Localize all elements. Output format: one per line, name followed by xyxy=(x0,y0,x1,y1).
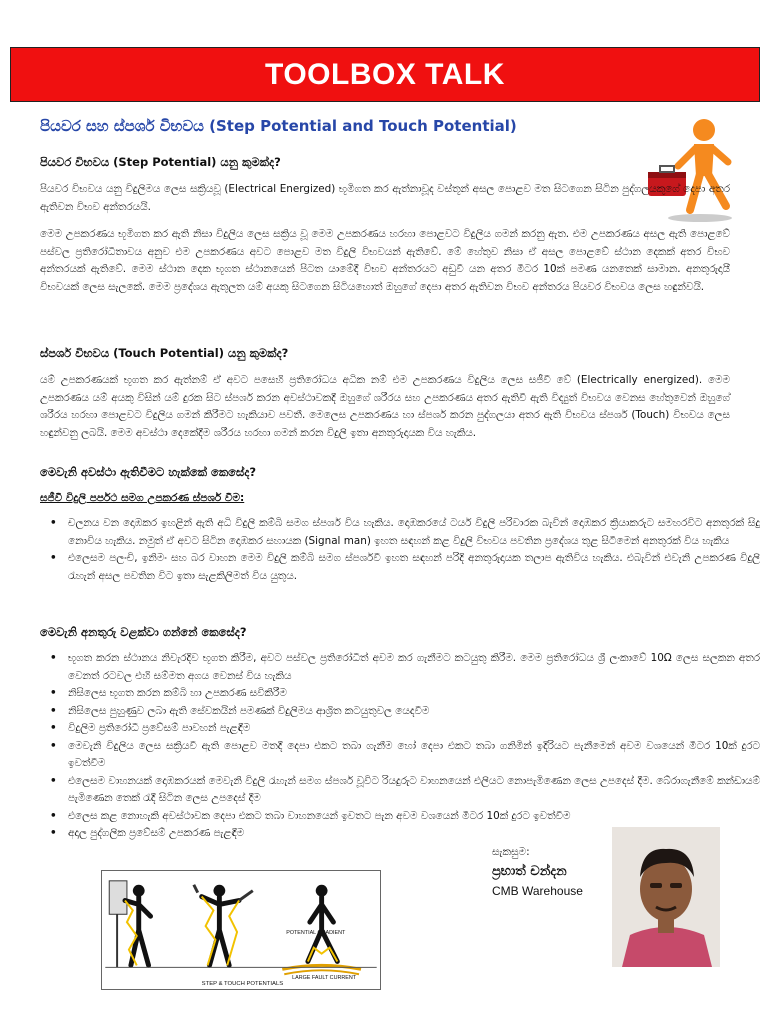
diagram-gradient-label: POTENTIAL GRADIENT xyxy=(286,929,346,936)
causes-list xyxy=(40,515,760,585)
list-item: • භූගත කරන ස්ථානය නිවැරදිව භූගත කිරීම, අවට පස්වල ප්‍රතිරෝධීත් අවම කර ගැනීමට කටයුතු කිරීම. මෙම ප්‍රතිරෝධය ශ්‍රී ලංකාවේ 10Ω ලෙස සලකන අතර වෙනත් රටවල එහි සම්මත අගය වෙනස් විය හැකිය xyxy=(68,650,760,685)
list-item: • මෙවැනි විදුලිය ලෙස සක්‍රියවී ඇති පොළව මතදී දෙපා එකට තබා ගැනීම හෝ දෙපා එකට තබා ගනිමින් ඉදිරියට පැනීමෙන් අවම වශයෙන් මීටර 10ක් දුරට ඉවත්වීම xyxy=(68,738,760,773)
prepared-by-label: සැකසුම: xyxy=(492,846,530,858)
list-item: • චලනය වන දොඹකර ඉහළින් ඇති අධි විදුලි කම්බි සමග ස්පර්ශ විය හැකිය. දොඹකරයේ ටයර් විදුලි පරිවාරක බැවින් දොඹකර ක්‍රියාකරුට සමහරවිට අනතුරක් සිදු නොවිය හැකිය. නමුත් ඒ අවට සිටින දොඹකර සහායක (Signal man) ඉහත සඳහන් කළ විදුලි විභවය පවතින ප්‍රදේශය තුළ සිටීමෙන් අනතුරක් විය හැකිය xyxy=(68,515,760,550)
author-photo xyxy=(612,827,720,967)
author-organization: CMB Warehouse xyxy=(492,884,583,898)
question-prevention: මෙවැනි අනතුරු වළක්වා ගන්නේ කෙසේද? xyxy=(40,625,247,639)
main-title: පියවර සහ ස්පර්ශ විභවය (Step Potential and Touch Potential) xyxy=(40,117,517,135)
subheading-contact-live-circuits: සජීවී විදුලි පර්පථ සමග උපකරණ ස්පර්ශ වීම: xyxy=(40,492,245,504)
list-item: • නිසිලෙස භූගත කරන කම්බි හා උපකරණ සවිකිරීම xyxy=(68,685,760,703)
list-item: • එලෙසම පලංචි, ඉනිමං සහ බර වාහන මෙම විදුලි කම්බි සමග ස්පර්ශවී ඉහත සඳහන් පරිදි අනතුරුදායක තලාප ඇතිවිය හැකිය. එබැවින් එවැනි උපකරණ විදුලි රැහැන් අසල පවතින විට ඉතා සැළකිලිමත් විය යුතුය. xyxy=(68,550,760,585)
list-item: • එලෙස කළ නොහැකි අවස්ථාවක දෙපා එකට තබා වාහනයෙන් ඉවතට පැන අවම වශයෙන් මීටර 10ක් දුරට ඉවත්වීම xyxy=(68,808,760,826)
banner-title: TOOLBOX TALK xyxy=(265,57,505,91)
question-touch-potential: ස්පර්ශ විභවය (Touch Potential) යනු කුමක්ද? xyxy=(40,346,289,360)
list-item: • එලෙසම වාහනයක් දොඹකරයක් මෙවැනි විදුලි රැහැන් සමග ස්පර්ශ වූවිට රියදුරුට වාහනයෙන් එලියට නොපැමිණෙන ලෙස උපදෙස් දීම. බේරාගැනීමේ කන්ඩායම් පැමිණෙන තෙක් රැදී සිටින ලෙස උපදෙස් දීම xyxy=(68,773,760,808)
diagram-current-label: LARGE FAULT CURRENT xyxy=(292,975,357,982)
list-item: • විදුලිම ප්‍රතිරෝධී ප්‍රවේසම් පාවහන් පැළඳීම xyxy=(68,720,760,738)
list-item: • අදාල පුද්ගලික ප්‍රවේසම් උපකරණ පැළඳීම xyxy=(68,825,498,843)
paragraph-step-explanation: මෙම උපකරණය භූමිගත කර ඇති නිසා විදුලිය ලෙස සක්‍රිය වූ මෙම උපකරණය හරහා පොළවට විදුලිය ගමන් කරනු ඇත. එම උපකරණය අසල ඇති පොළවේ පස්වල ප්‍රතිරෝධීතාවය අනුව එම උපකරණය අවට පොළව මත විදුලි විභවයන් ඇතිවේ. මේ හේතුව නිසා ඒ අසල පොළවේ ස්ථාන දෙකක් අතර විභව අන්තරයක් ඇතිවේ. මෙම ස්ථාන දෙක භූගත ස්ථානයෙන් පිටත යාමේදී විභව අන්තරයට අඩුවී යන අතර මීටර 10ක් පමණ යනතෙක් සාමාන. අනතුරුදායී විභවයක් ලෙස සැලකේ. මෙම ප්‍රදේශය ඇතුලත යම් අයකු සිටගෙන සිටියහොත් ඔහුගේ දෙපා අතර ඇතිවන විභව අන්තරය පියවර විභවය ලෙස හඳුන්වයි. xyxy=(40,228,730,293)
question-step-potential: පියවර විභවය (Step Potential) යනු කුමක්ද? xyxy=(40,155,281,169)
author-name: ප්‍රභාත් චන්දන xyxy=(492,864,567,879)
paragraph-step-definition: පියවර විභවය යනු විදුලිමය ලෙස සක්‍රියවූ (Electrical Energized) භූමිගත කර ඇත්නාවූද වස්තූන් අසල පොළව මත සිටගෙන සිටින පුද්ගලයකුගේ දෙපා අතර ඇතිවන විභව අන්තරයයි. xyxy=(40,183,730,213)
question-how-it-happens: මෙවැනි අවස්ථා ඇතිවීමට හැක්කේ කෙසේද? xyxy=(40,465,257,479)
list-item: • නිසිලෙස පුහුණුව ලබා ඇති සේවකයින් පමණක් විදුලිමය ආශ්‍රිත කටයුතුවල යෙදවීම xyxy=(68,703,760,721)
toolbox-talk-banner xyxy=(10,47,760,102)
step-touch-potential-diagram xyxy=(101,870,381,990)
diagram-caption: STEP & TOUCH POTENTIALS xyxy=(201,981,284,988)
paragraph-touch-explanation: යම් උපකරණයක් භූගත කර ඇත්නම් ඒ අවට පසෙහි ප්‍රතිරෝධය අධික නම් එම උපකරණය විදුලිය ලෙස සජීවී වේ (Electrically energized). මෙම උපකරණය යම් අයකු විසින් යම් දුරක සිට ස්පර්ශ කරන අවස්ථාවකදී ඔහුගේ ශරීරය සහ උපකරණය අතර ඇතිවී ඇති විද්‍යුත් විභවය වෙනස හේතුවෙන් ඔහුගේ ශරීරය හරහා පොළවට විදුලිය ගමන් කිරීමට හැකියාව පවතී. මෙලෙස උපකරණය හා ස්පර්ශ කරන පුද්ගලයා අතර ඇති විභවය ස්පර්ශ (Touch) විභවය ලෙස හඳුන්වනු ලබයි. මෙම අවස්ථා දෙකේදීම ශරීරය හරහා ගමන් කරන විදුලි ඉතා අනතුරුදායක විය හැකිය. xyxy=(40,374,730,439)
prevention-list xyxy=(40,650,760,843)
